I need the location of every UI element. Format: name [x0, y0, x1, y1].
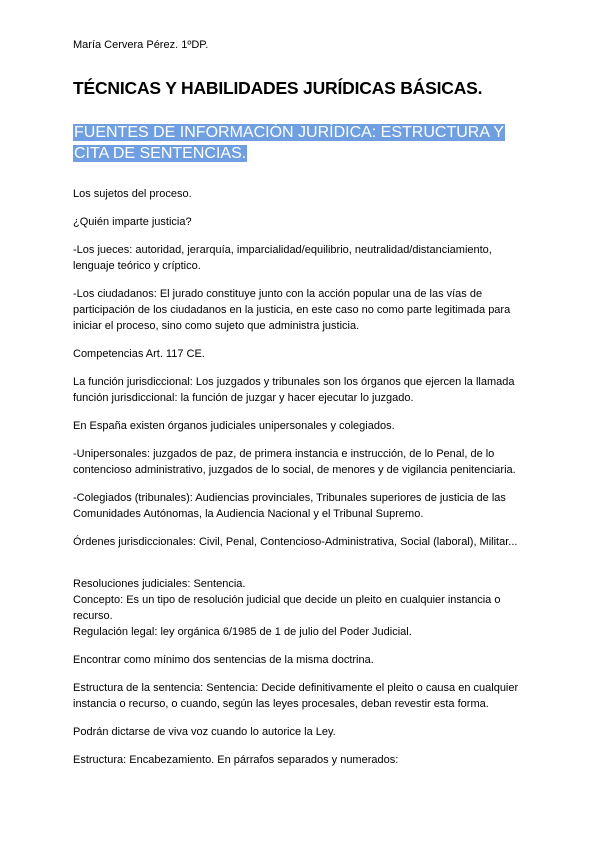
- document-body: [73, 186, 533, 780]
- author-line: María Cervera Pérez. 1ºDP.: [73, 39, 209, 51]
- paragraph-jurisdictional-function: La función jurisdiccional: Los juzgados y tribunales son los órganos que ejercen la llamada función jurisdiccional: la función de juzgar y hacer ejecutar lo juzgado.: [73, 376, 515, 404]
- paragraph-judges: -Los jueces: autoridad, jerarquía, imparcialidad/equilibrio, neutralidad/distanciamiento, lenguaje teórico y críptico.: [73, 244, 492, 272]
- paragraph-resolutions: Resoluciones judiciales: Sentencia.: [73, 578, 246, 590]
- highlighted-subtitle-text: FUENTES DE INFORMACIÓN JURÍDICA: ESTRUCTURA Y CITA DE SENTENCIAS.: [74, 124, 504, 162]
- paragraph-competencies: Competencias Art. 117 CE.: [73, 348, 205, 360]
- paragraph-collegiate: -Colegiados (tribunales): Audiencias provinciales, Tribunales superiores de justicia de las Comunidades Autónomas, la Audiencia Nacional y el Tribunal Supremo.: [73, 492, 506, 520]
- paragraph-concept: Concepto: Es un tipo de resolución judicial que decide un pleito en cualquier instancia o recurso.: [73, 594, 501, 622]
- paragraph-oral: Podrán dictarse de viva voz cuando lo autorice la Ley.: [73, 726, 336, 738]
- paragraph-jurisdictional-orders: Órdenes jurisdiccionales: Civil, Penal, Contencioso-Administrativa, Social (laboral), Militar...: [73, 536, 518, 548]
- paragraph-citizens: -Los ciudadanos: El jurado constituye junto con la acción popular una de las vías de participación de los ciudadanos en la justicia, en este caso no como parte legitimada para iniciar el proceso, sino como sujeto que administra justicia.: [73, 288, 511, 332]
- paragraph-find-sentences: Encontrar como mínimo dos sentencias de la misma doctrina.: [73, 654, 374, 666]
- document-title: TÉCNICAS Y HABILIDADES JURÍDICAS BÁSICAS.: [73, 78, 483, 98]
- paragraph-subjects: Los sujetos del proceso.: [73, 188, 192, 200]
- paragraph-judicial-bodies: En España existen órganos judiciales unipersonales y colegiados.: [73, 420, 395, 432]
- paragraph-legal-regulation: Regulación legal: ley orgánica 6/1985 de 1 de julio del Poder Judicial.: [73, 626, 412, 638]
- paragraph-structure-heading: Estructura: Encabezamiento. En párrafos separados y numerados:: [73, 754, 399, 766]
- paragraph-unipersonal: -Unipersonales: juzgados de paz, de primera instancia e instrucción, de lo Penal, de lo contencioso administrativo, juzgados de lo social, de menores y de vigilancia penitenciaria.: [73, 448, 516, 476]
- paragraph-question: ¿Quién imparte justicia?: [73, 216, 192, 228]
- document-subtitle: [73, 122, 523, 164]
- paragraph-sentence-structure: Estructura de la sentencia: Sentencia: Decide definitivamente el pleito o causa en cualquier instancia o recurso, o cuando, según las leyes procesales, deban revestir esta forma.: [73, 682, 519, 710]
